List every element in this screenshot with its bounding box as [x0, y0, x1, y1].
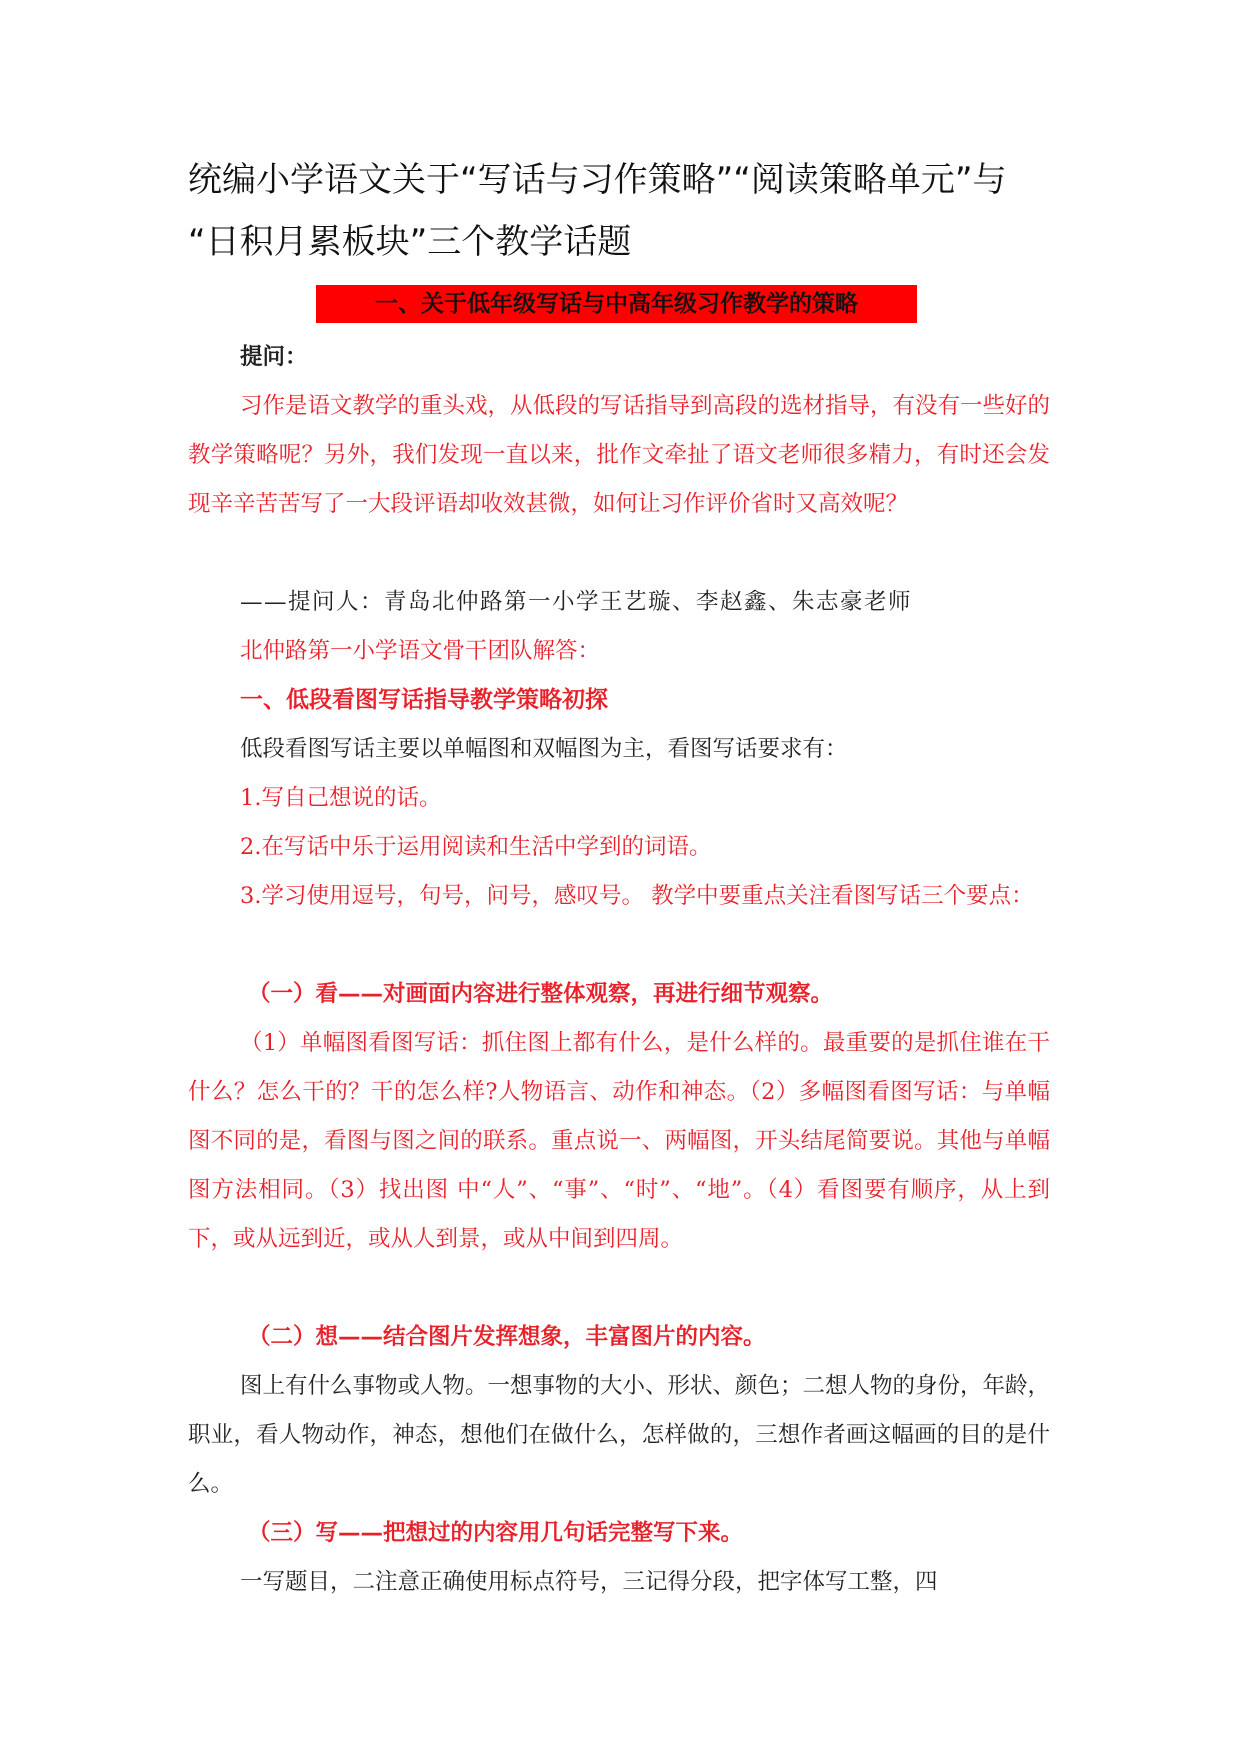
- section-heading: 一、关于低年级写话与中高年级习作教学的策略: [316, 285, 917, 323]
- intro-line: 低段看图写话主要以单幅图和双幅图为主，看图写话要求有：: [240, 736, 848, 762]
- question-text: 习作是语文教学的重头戏，从低段的写话指导到高段的选材指导，有没有一些好的教学策略呢？另外，我们发现一直以来，批作文牵扯了语文老师很多精力，有时还会发现辛辛苦苦写了一大段评语却收效甚微，如何让习作评价省时又高效呢？: [188, 393, 1051, 517]
- point-2-heading: （二）想——结合图片发挥想象，丰富图片的内容。: [248, 1324, 766, 1350]
- document-title-line-2: “日积月累板块”三个教学话题: [188, 222, 632, 262]
- requirement-item-2: 2.在写话中乐于运用阅读和生活中学到的词语。: [240, 834, 712, 860]
- document-title-line-1: 统编小学语文关于“写话与习作策略”“阅读策略单元”与: [188, 160, 1007, 200]
- requirement-item-3: 3.学习使用逗号，句号，问号，感叹号。 教学中要重点关注看图写话三个要点：: [240, 883, 1034, 909]
- sub-heading: 一、低段看图写话指导教学策略初探: [240, 687, 608, 713]
- point-3-heading: （三）写——把想过的内容用几句话完整写下来。: [248, 1520, 744, 1546]
- point-2-text: 图上有什么事物或人物。一想事物的大小、形状、颜色；二想人物的身份，年龄，职业，看人物动作，神态，想他们在做什么，怎样做的，三想作者画这幅画的目的是什么。: [188, 1373, 1051, 1497]
- questioner-line: ——提问人：青岛北仲路第一小学王艺璇、李赵鑫、朱志豪老师: [240, 589, 913, 615]
- requirement-item-1: 1.写自己想说的话。: [240, 785, 442, 811]
- point-3-text: 一写题目，二注意正确使用标点符号，三记得分段，把字体写工整，四: [240, 1569, 938, 1595]
- answer-team-line: 北仲路第一小学语文骨干团队解答：: [240, 638, 601, 664]
- question-label: 提问：: [240, 344, 308, 370]
- point-1-heading: （一）看——对画面内容进行整体观察，再进行细节观察。: [248, 981, 834, 1007]
- point-1-text: （1）单幅图看图写话：抓住图上都有什么，是什么样的。最重要的是抓住谁在干什么？怎么干的？干的怎么样?人物语言、动作和神态。（2）多幅图看图写话：与单幅图不同的是，看图与图之间的联系。重点说一、两幅图，开头结尾简要说。其他与单幅图方法相同。（3）找出图 中“人”、“事”、“时”、“地”。（4）看图要有顺序，从上到下，或从远到近，或从人到景，或从中间到四周。: [188, 1030, 1050, 1252]
